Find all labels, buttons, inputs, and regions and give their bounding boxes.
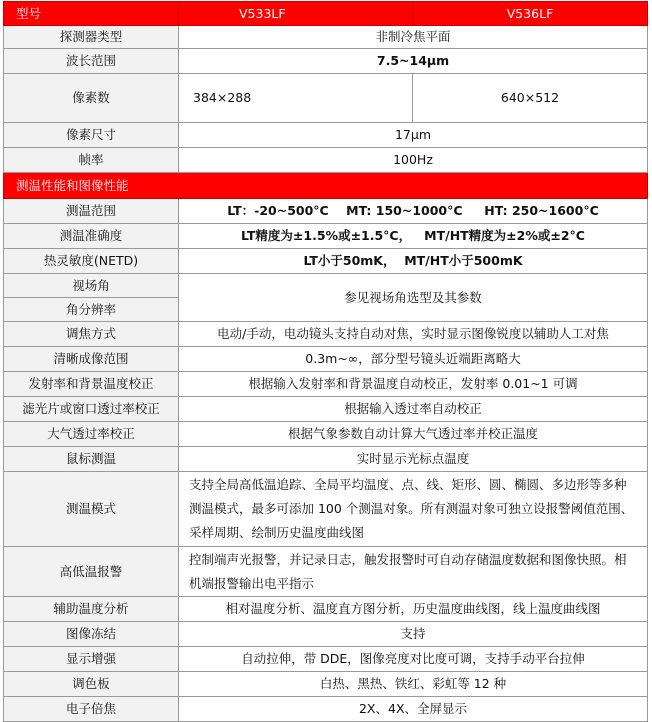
row-label: 测温模式: [4, 472, 179, 547]
row-value: 实时显示光标点温度: [179, 447, 648, 472]
row-label: 大气透过率校正: [4, 422, 179, 447]
row-value: 自动拉伸，带 DDE，图像亮度对比度可调，支持手动平台拉伸: [179, 647, 648, 672]
row-value: 根据输入透过率自动校正: [179, 397, 648, 422]
row-value: 控制端声光报警，并记录日志，触发报警时可自动存储温度数据和图像快照。相机端报警输出电平指示: [179, 547, 648, 597]
table-row: [4, 547, 648, 597]
header-model-a: V533LF: [179, 2, 413, 26]
row-value: LT小于50mK， MT/HT小于500mK: [179, 249, 648, 274]
row-label: 视场角: [4, 274, 179, 298]
header-model-b: V536LF: [413, 2, 648, 26]
header-model-label: 型号: [4, 2, 179, 26]
table-row: [4, 148, 648, 173]
row-value: 支持全局高低温追踪、全局平均温度、点、线、矩形、圆、椭圆、多边形等多种测温模式，最多可添加 100 个测温对象。所有测温对象可独立设报警阈值范围、采样周期、绘制历史温度曲线图: [179, 472, 648, 547]
table-row: [4, 249, 648, 274]
section-header: [4, 173, 648, 199]
table-row: [4, 74, 648, 123]
row-value: 相对温度分析、温度直方图分析，历史温度曲线图，线上温度曲线图: [179, 597, 648, 622]
row-label: 清晰成像范围: [4, 347, 179, 372]
row-label: 测温范围: [4, 199, 179, 224]
header-row: [4, 2, 648, 26]
row-label: 发射率和背景温度校正: [4, 372, 179, 397]
row-value: 非制冷焦平面: [179, 26, 648, 49]
row-value-a: 384×288: [179, 74, 413, 123]
row-label: 探测器类型: [4, 26, 179, 49]
table-row: [4, 397, 648, 422]
table-row: [4, 347, 648, 372]
row-value: 参见视场角选型及其参数: [179, 274, 648, 322]
table-row: [4, 472, 648, 547]
row-value: 100Hz: [179, 148, 648, 173]
row-value: 支持: [179, 622, 648, 647]
row-label: 鼠标测温: [4, 447, 179, 472]
row-value: 根据输入发射率和背景温度自动校正，发射率 0.01~1 可调: [179, 372, 648, 397]
table-row: [4, 224, 648, 249]
row-label: 测温准确度: [4, 224, 179, 249]
row-label: 调色板: [4, 672, 179, 697]
row-label: 图像冻结: [4, 622, 179, 647]
row-value: 白热、黑热、铁红、彩虹等 12 种: [179, 672, 648, 697]
row-label: 滤光片或窗口透过率校正: [4, 397, 179, 422]
row-value-b: 640×512: [413, 74, 648, 123]
table-row: [4, 622, 648, 647]
table-row: [4, 322, 648, 347]
row-value: 7.5~14μm: [179, 49, 648, 74]
section-title: 测温性能和图像性能: [4, 173, 648, 199]
table-row: [4, 123, 648, 148]
table-row: [4, 372, 648, 397]
row-label: 热灵敏度(NETD): [4, 249, 179, 274]
row-value: 电动/手动，电动镜头支持自动对焦，实时显示图像锐度以辅助人工对焦: [179, 322, 648, 347]
table-row: [4, 672, 648, 697]
row-label: 辅助温度分析: [4, 597, 179, 622]
table-row: [4, 49, 648, 74]
table-row: [4, 597, 648, 622]
table-row: [4, 447, 648, 472]
table-row: [4, 647, 648, 672]
table-row: [4, 199, 648, 224]
row-value: 根据气象参数自动计算大气透过率并校正温度: [179, 422, 648, 447]
row-value: LT：-20~500°C MT: 150~1000°C HT: 250~1600°C: [179, 199, 648, 224]
row-label: 角分辨率: [4, 298, 179, 322]
row-label: 电子倍焦: [4, 697, 179, 722]
row-label: 高低温报警: [4, 547, 179, 597]
row-value: 2X、4X、全屏显示: [179, 697, 648, 722]
row-label: 像素尺寸: [4, 123, 179, 148]
spec-table: [3, 1, 648, 722]
row-label: 波长范围: [4, 49, 179, 74]
row-value: 0.3m~∞，部分型号镜头近端距离略大: [179, 347, 648, 372]
row-value: 17μm: [179, 123, 648, 148]
row-label: 帧率: [4, 148, 179, 173]
table-row: [4, 26, 648, 49]
table-row: [4, 274, 648, 298]
table-row: [4, 697, 648, 722]
row-label: 调焦方式: [4, 322, 179, 347]
row-value: LT精度为±1.5%或±1.5°C， MT/HT精度为±2%或±2°C: [179, 224, 648, 249]
row-label: 显示增强: [4, 647, 179, 672]
table-row: [4, 422, 648, 447]
row-label: 像素数: [4, 74, 179, 123]
